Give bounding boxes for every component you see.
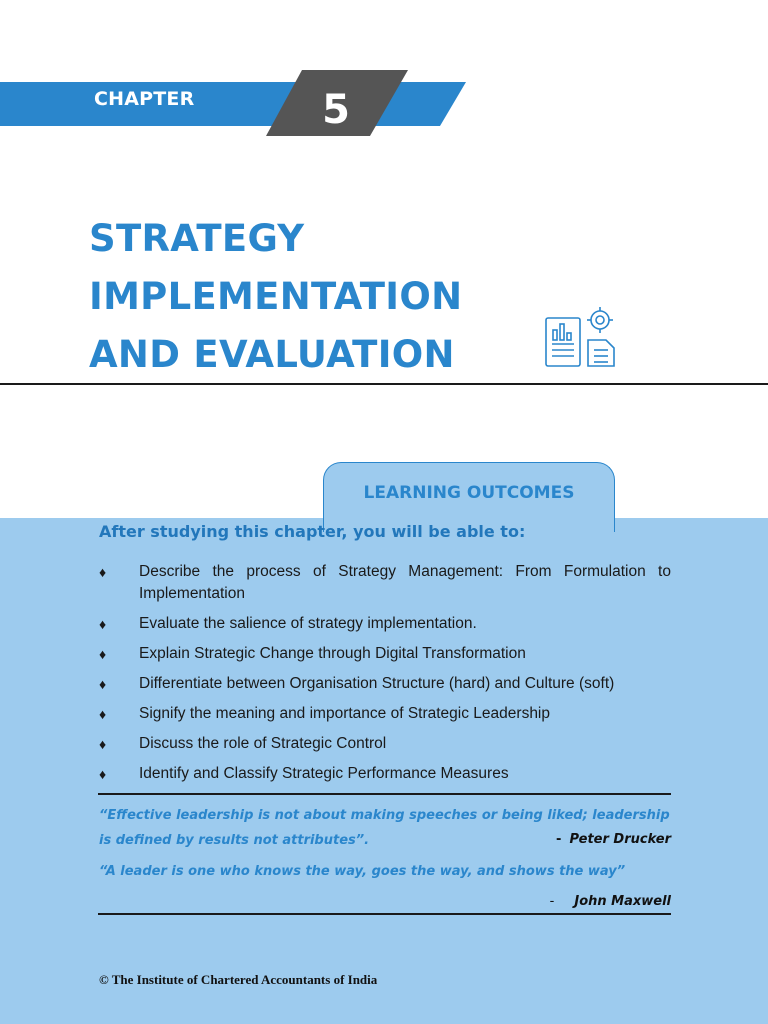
list-item (99, 561, 671, 605)
quote-attribution (556, 832, 671, 847)
diamond-bullet-icon: ♦ (99, 564, 107, 580)
diamond-bullet-icon: ♦ (99, 736, 107, 752)
copyright-footer: © The Institute of Chartered Accountants of India (99, 972, 378, 987)
list-item (99, 613, 671, 635)
list-item (99, 733, 671, 755)
outcome-text: Identify and Classify Strategic Performance Measures (139, 765, 509, 782)
quotes-bottom-divider (98, 913, 671, 915)
learning-outcomes-intro: After studying this chapter, you will be able to: (99, 522, 526, 541)
list-item (99, 703, 671, 725)
chapter-number: 5 (322, 87, 350, 133)
quote-attribution (550, 894, 671, 909)
quote-text: “Effective leadership is not about making speeches or being liked; leadership is defined by results not attributes”. (99, 808, 670, 848)
quote-author: John Maxwell (574, 894, 671, 909)
title-line: STRATEGY (89, 217, 305, 260)
chapter-band (0, 80, 470, 126)
title-line: AND EVALUATION (89, 333, 455, 376)
quote-text: “A leader is one who knows the way, goes the way, and shows the way” (99, 864, 626, 879)
diamond-bullet-icon: ♦ (99, 646, 107, 662)
outcome-text: Describe the process of Strategy Management: From Formulation to Implementation (139, 563, 671, 602)
list-item (99, 673, 671, 695)
attribution-dash: - (549, 894, 555, 909)
quotes-top-divider (98, 793, 671, 795)
outcome-text: Signify the meaning and importance of Strategic Leadership (139, 705, 550, 722)
diamond-bullet-icon: ♦ (99, 616, 107, 632)
learning-outcomes-list (99, 561, 671, 793)
chapter-title (89, 210, 462, 384)
outcome-text: Explain Strategic Change through Digital Transformation (139, 645, 526, 662)
list-item (99, 763, 671, 785)
outcome-text: Evaluate the salience of strategy implementation. (139, 615, 477, 632)
attribution-dash: - (556, 832, 562, 847)
chapter-band-shape (0, 70, 470, 136)
document-chart-gear-icon (544, 306, 618, 370)
diamond-bullet-icon: ♦ (99, 706, 107, 722)
title-line: IMPLEMENTATION (89, 275, 463, 318)
diamond-bullet-icon: ♦ (99, 766, 107, 782)
learning-outcomes-heading: LEARNING OUTCOMES (363, 483, 575, 503)
chapter-label: CHAPTER (94, 88, 195, 110)
diamond-bullet-icon: ♦ (99, 676, 107, 692)
outcome-text: Differentiate between Organisation Structure (hard) and Culture (soft) (139, 675, 615, 692)
quote-author: Peter Drucker (569, 832, 671, 847)
outcome-text: Discuss the role of Strategic Control (139, 735, 387, 752)
list-item (99, 643, 671, 665)
title-divider (0, 383, 768, 385)
